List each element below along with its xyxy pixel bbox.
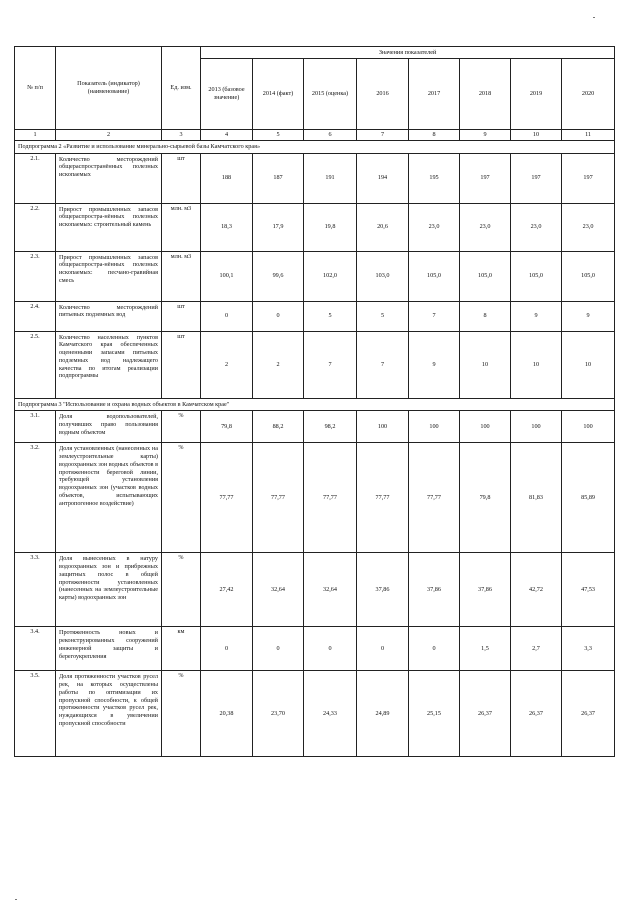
table-row [15, 671, 615, 757]
header-year: 2018 [460, 59, 511, 130]
table-row [15, 627, 615, 671]
row-number: 2.2. [15, 203, 56, 251]
row-value: 77,77 [409, 443, 460, 553]
header-unit: Ед. изм. [162, 47, 201, 130]
row-indicator-name: Прирост промышленных запасов общераспростра-нённых полезных ископаемых: строительный камень [56, 203, 162, 251]
header-index: 2 [56, 130, 162, 141]
row-value: 19,8 [304, 203, 357, 251]
header-index: 8 [409, 130, 460, 141]
row-value: 100 [409, 411, 460, 443]
header-index: 9 [460, 130, 511, 141]
header-index: 11 [562, 130, 615, 141]
row-value: 26,37 [562, 671, 615, 757]
row-value: 105,0 [562, 251, 615, 301]
header-year: 2014 (факт) [253, 59, 304, 130]
header-year: 2013 (базовое значение) [201, 59, 253, 130]
row-indicator-name: Доля протяженности участков русел рек, на которых осуществлены работы по оптимизации их пропускной способности, к общей протяженности участков русел рек, нуждающихся в увеличении пропускной способности [56, 671, 162, 757]
row-value: 102,0 [304, 251, 357, 301]
header-year: 2017 [409, 59, 460, 130]
row-number: 3.3. [15, 553, 56, 627]
row-value: 0 [201, 301, 253, 331]
row-indicator-name: Прирост промышленных запасов общераспростра-нённых полезных ископаемых: песчано-гравийная смесь [56, 251, 162, 301]
row-value: 37,86 [409, 553, 460, 627]
row-value: 10 [562, 331, 615, 398]
row-value: 79,8 [201, 411, 253, 443]
row-value: 100,1 [201, 251, 253, 301]
row-value: 2 [253, 331, 304, 398]
row-value: 23,0 [460, 203, 511, 251]
row-value: 85,89 [562, 443, 615, 553]
row-value: 77,77 [253, 443, 304, 553]
scan-speck [15, 899, 17, 900]
row-value: 7 [357, 331, 409, 398]
table-row [15, 251, 615, 301]
row-value: 3,3 [562, 627, 615, 671]
row-indicator-name: Протяженность новых и реконструированных сооружений инженерной защиты и берегоукрепления [56, 627, 162, 671]
table-row [15, 331, 615, 398]
header-values-title: Значения показателей [201, 47, 615, 59]
header-num: № п/п [15, 47, 56, 130]
section-row [15, 140, 615, 153]
row-value: 194 [357, 153, 409, 203]
header-year: 2016 [357, 59, 409, 130]
row-value: 23,0 [562, 203, 615, 251]
table-row [15, 411, 615, 443]
row-value: 23,0 [409, 203, 460, 251]
indicators-table-page [14, 46, 614, 757]
row-value: 23,0 [511, 203, 562, 251]
row-number: 2.5. [15, 331, 56, 398]
row-value: 100 [357, 411, 409, 443]
row-value: 197 [511, 153, 562, 203]
row-value: 105,0 [511, 251, 562, 301]
row-value: 100 [562, 411, 615, 443]
row-value: 47,53 [562, 553, 615, 627]
row-value: 105,0 [409, 251, 460, 301]
row-value: 2 [201, 331, 253, 398]
row-value: 18,3 [201, 203, 253, 251]
row-value: 7 [409, 301, 460, 331]
row-value: 0 [201, 627, 253, 671]
row-number: 2.3. [15, 251, 56, 301]
header-index: 1 [15, 130, 56, 141]
row-value: 17,9 [253, 203, 304, 251]
scan-speck [593, 17, 595, 18]
row-value: 8 [460, 301, 511, 331]
row-value: 77,77 [357, 443, 409, 553]
header-index: 4 [201, 130, 253, 141]
row-value: 100 [511, 411, 562, 443]
row-unit: км [162, 627, 201, 671]
table-row [15, 203, 615, 251]
row-value: 24,33 [304, 671, 357, 757]
header-index: 3 [162, 130, 201, 141]
row-indicator-name: Количество месторождений общераспространённых полезных ископаемых [56, 153, 162, 203]
row-value: 32,64 [253, 553, 304, 627]
row-value: 0 [357, 627, 409, 671]
row-value: 9 [562, 301, 615, 331]
row-indicator-name: Количество месторождений питьевых подземных вод [56, 301, 162, 331]
row-unit: % [162, 411, 201, 443]
row-value: 2,7 [511, 627, 562, 671]
row-value: 79,8 [460, 443, 511, 553]
row-unit: млн. м3 [162, 203, 201, 251]
section-row [15, 398, 615, 411]
row-value: 88,2 [253, 411, 304, 443]
row-value: 100 [460, 411, 511, 443]
row-number: 3.4. [15, 627, 56, 671]
header-index: 6 [304, 130, 357, 141]
row-value: 1,5 [460, 627, 511, 671]
table-row [15, 443, 615, 553]
row-unit: % [162, 671, 201, 757]
row-value: 20,38 [201, 671, 253, 757]
row-value: 98,2 [304, 411, 357, 443]
row-value: 99,6 [253, 251, 304, 301]
header-year: 2019 [511, 59, 562, 130]
row-value: 187 [253, 153, 304, 203]
row-unit: шт [162, 153, 201, 203]
row-indicator-name: Доля установленных (нанесенных на землеустроительные карты) водоохранных зон водных объектов в протяженности береговой линии, требующей установления водоохранных зон (участков водных объектов, испытывающих антропогенное воздействие) [56, 443, 162, 553]
row-value: 0 [253, 627, 304, 671]
row-value: 77,77 [304, 443, 357, 553]
section-title: Подпрограмма 2 «Развитие и использование минерально-сырьевой базы Камчатского края» [15, 140, 615, 153]
row-value: 27,42 [201, 553, 253, 627]
header-index: 5 [253, 130, 304, 141]
row-value: 26,37 [460, 671, 511, 757]
row-value: 195 [409, 153, 460, 203]
row-value: 7 [304, 331, 357, 398]
row-value: 197 [460, 153, 511, 203]
row-value: 37,86 [357, 553, 409, 627]
row-value: 0 [253, 301, 304, 331]
row-value: 10 [511, 331, 562, 398]
row-number: 3.2. [15, 443, 56, 553]
row-value: 0 [304, 627, 357, 671]
table-row [15, 153, 615, 203]
row-value: 188 [201, 153, 253, 203]
table-row [15, 553, 615, 627]
row-unit: шт [162, 301, 201, 331]
row-value: 23,70 [253, 671, 304, 757]
row-value: 10 [460, 331, 511, 398]
row-value: 81,83 [511, 443, 562, 553]
row-number: 3.5. [15, 671, 56, 757]
indicators-table [14, 46, 615, 757]
row-indicator-name: Доля вынесенных в натуру водоохранных зон и прибрежных защитных полос в общей протяженности установленных (нанесенных на землеустроительные карты) водоохранных зон [56, 553, 162, 627]
header-index: 10 [511, 130, 562, 141]
row-value: 5 [304, 301, 357, 331]
row-unit: % [162, 443, 201, 553]
table-row [15, 301, 615, 331]
row-value: 105,0 [460, 251, 511, 301]
section-title: Подпрограмма 3 "Использование и охрана водных объектов в Камчатском крае" [15, 398, 615, 411]
row-value: 77,77 [201, 443, 253, 553]
row-value: 103,0 [357, 251, 409, 301]
row-value: 26,37 [511, 671, 562, 757]
header-index: 7 [357, 130, 409, 141]
row-unit: % [162, 553, 201, 627]
row-value: 37,86 [460, 553, 511, 627]
header-year: 2020 [562, 59, 615, 130]
row-indicator-name: Доля водопользователей, получивших право пользования водным объектом [56, 411, 162, 443]
row-value: 5 [357, 301, 409, 331]
row-value: 9 [511, 301, 562, 331]
row-unit: шт [162, 331, 201, 398]
row-value: 191 [304, 153, 357, 203]
row-number: 2.4. [15, 301, 56, 331]
row-value: 9 [409, 331, 460, 398]
row-value: 24,89 [357, 671, 409, 757]
header-indicator: Показатель (индикатор) (наименование) [56, 47, 162, 130]
row-value: 197 [562, 153, 615, 203]
row-value: 20,6 [357, 203, 409, 251]
row-value: 25,15 [409, 671, 460, 757]
row-unit: млн. м3 [162, 251, 201, 301]
row-value: 0 [409, 627, 460, 671]
row-number: 3.1. [15, 411, 56, 443]
row-value: 42,72 [511, 553, 562, 627]
row-value: 32,64 [304, 553, 357, 627]
header-year: 2015 (оценка) [304, 59, 357, 130]
row-indicator-name: Количество населенных пунктов Камчатского края обеспеченных оцененными запасами питьевых подземных вод надлежащего качества по итогам реализации подпрограммы [56, 331, 162, 398]
row-number: 2.1. [15, 153, 56, 203]
